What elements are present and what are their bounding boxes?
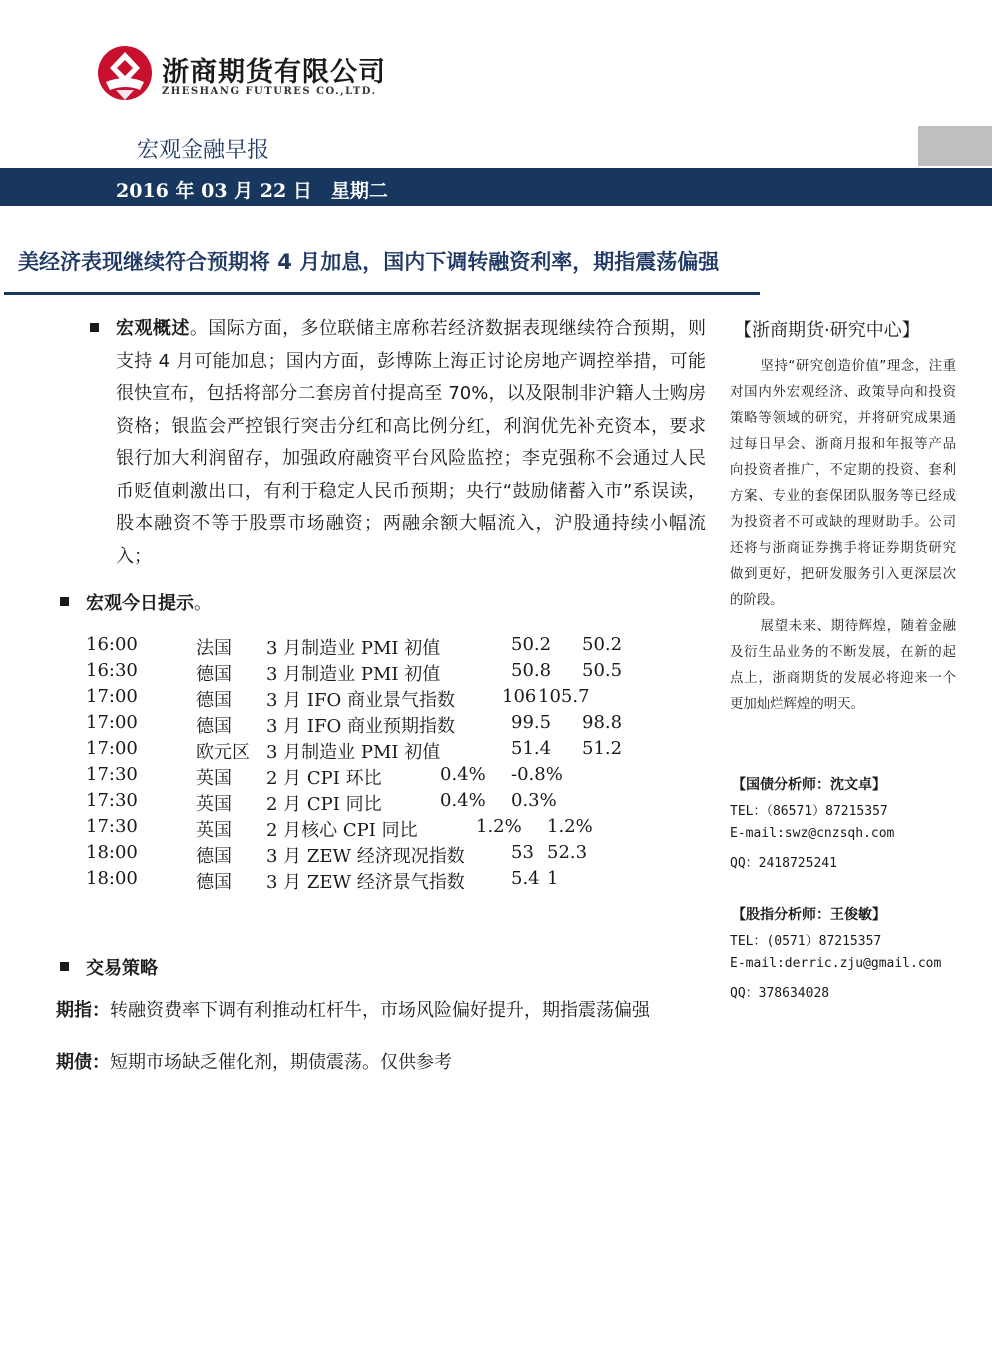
calendar-value-a: 50.8 xyxy=(511,660,552,681)
bullet-icon xyxy=(90,323,99,332)
calendar-time: 17:30 xyxy=(86,816,138,837)
sidebar-intro: 坚持“研究创造价值”理念，注重对国内外宏观经济、政策导向和投资策略等领域的研究，并将研究成果通过每日早会、浙商月报和年报等产品向投资者推广，不定期的投资、套利方案、专业的套保团队服务等已经成为投资者不可或缺的理财助手。公司还将与浙商证券携手将证券期货研究做到更好，把研发服务引入更深层次的阶段。 xyxy=(730,359,956,608)
calendar-value-a: 53 xyxy=(511,842,534,863)
calendar-time: 17:30 xyxy=(86,790,138,811)
strategy-index-text: 转融资费率下调有利推动杠杆牛，市场风险偏好提升，期指震荡偏强 xyxy=(110,1000,650,1021)
calendar-event: 3 月制造业 PMI 初值 xyxy=(266,638,441,659)
strategy-bond-label: 期债： xyxy=(56,1052,110,1073)
calendar-value-b: 50.5 xyxy=(582,660,623,681)
calendar-value-b: -0.8% xyxy=(511,764,563,785)
calendar-value-a: 1.2% xyxy=(476,816,522,837)
calendar-event: 3 月 IFO 商业景气指数 xyxy=(266,690,455,711)
bullet-icon xyxy=(60,962,69,971)
calendar-value-b: 50.2 xyxy=(582,634,623,655)
calendar-time: 16:30 xyxy=(86,660,138,681)
calendar-country: 德国 xyxy=(196,872,232,893)
calendar-value-b: 52.3 xyxy=(547,842,588,863)
analyst2-tel: TEL：(0571）87215357 xyxy=(730,934,882,949)
calendar-country: 欧元区 xyxy=(196,742,250,763)
calendar-time: 16:00 xyxy=(86,634,138,655)
calendar-value-b: 98.8 xyxy=(582,712,623,733)
calendar-country: 德国 xyxy=(196,716,232,737)
company-logo-icon xyxy=(96,44,154,102)
analyst2-qq: QQ：378634028 xyxy=(730,986,830,1001)
calendar-value-a: 0.4% xyxy=(440,764,486,785)
calendar-time: 17:00 xyxy=(86,686,138,707)
calendar-value-a: 99.5 xyxy=(511,712,552,733)
calendar-value-b: 105.7 xyxy=(538,686,590,707)
calendar-value-a: 0.4% xyxy=(440,790,486,811)
calendar-time: 18:00 xyxy=(86,842,138,863)
report-type: 宏观金融早报 xyxy=(137,138,270,163)
analyst2-email[interactable]: E-mail:derric.zju@gmail.com xyxy=(730,956,942,971)
analyst1-title: 【国债分析师：沈文卓】 xyxy=(732,777,886,793)
calendar-value-a: 51.4 xyxy=(511,738,552,759)
strategy-bond xyxy=(56,1050,708,1076)
analyst2-title: 【股指分析师：王俊敏】 xyxy=(732,907,886,923)
calendar-time: 17:30 xyxy=(86,764,138,785)
calendar-country: 英国 xyxy=(196,768,232,789)
analyst1-qq: QQ：2418725241 xyxy=(730,856,837,871)
sidebar-outlook: 展望未来、期待辉煌，随着金融及衍生品业务的不断发展，在新的起点上，浙商期货的发展必将迎来一个更加灿烂辉煌的明天。 xyxy=(730,619,956,712)
analyst1-tel: TEL：（86571）87215357 xyxy=(730,804,888,819)
macro-overview-label: 宏观概述 xyxy=(116,318,190,339)
corner-decoration xyxy=(918,126,992,166)
calendar-value-b: 1.2% xyxy=(547,816,593,837)
strategy-heading: 交易策略 xyxy=(86,958,158,979)
calendar-event: 3 月 ZEW 经济景气指数 xyxy=(266,872,465,893)
calendar-time: 17:00 xyxy=(86,712,138,733)
calendar-country: 法国 xyxy=(196,638,232,659)
calendar-value-a: 106 xyxy=(502,686,537,707)
calendar-time: 17:00 xyxy=(86,738,138,759)
calendar-event: 3 月 ZEW 经济现况指数 xyxy=(266,846,465,867)
calendar-country: 德国 xyxy=(196,690,232,711)
company-name-en: ZHESHANG FUTURES CO.,LTD. xyxy=(162,86,377,97)
sidebar-title: 【浙商期货·研究中心】 xyxy=(734,320,920,341)
report-date: 2016 年 03 月 22 日 星期二 xyxy=(116,180,388,202)
strategy-index xyxy=(56,998,708,1024)
company-name-cn: 浙商期货有限公司 xyxy=(162,57,386,88)
strategy-index-label: 期指： xyxy=(56,1000,110,1021)
calendar-country: 英国 xyxy=(196,794,232,815)
calendar-value-b: 51.2 xyxy=(582,738,623,759)
today-tips-heading: 宏观今日提示。 xyxy=(86,593,212,614)
calendar-value-a: 5.4 xyxy=(511,868,540,889)
bullet-icon xyxy=(60,597,69,606)
calendar-event: 2 月 CPI 环比 xyxy=(266,768,382,789)
calendar-time: 18:00 xyxy=(86,868,138,889)
strategy-bond-text: 短期市场缺乏催化剂，期债震荡。仅供参考 xyxy=(110,1052,452,1073)
calendar-event: 2 月 CPI 同比 xyxy=(266,794,382,815)
macro-overview-text: 。国际方面，多位联储主席称若经济数据表现继续符合预期，则支持 4 月可能加息；国内方面，彭博陈上海正讨论房地产调控举措，可能很快宣布，包括将部分二套房首付提高至 70%，以及限制非沪籍人士购房资格；银监会严控银行突击分红和高比例分红，利润优先补充资本，要求银行加大利润留存，加强政府融资平台风险监控；李克强称不会通过人民币贬值刺激出口，有利于稳定人民币预期；央行“鼓励储蓄入市”系误读，股本融资不等于股票市场融资；两融余额大幅流入，沪股通持续小幅流入； xyxy=(116,318,707,567)
analyst1-email[interactable]: E-mail:swz@cnzsqh.com xyxy=(730,826,895,841)
headline: 美经济表现继续符合预期将 4 月加息，国内下调转融资利率，期指震荡偏强 xyxy=(18,250,720,274)
calendar-event: 3 月制造业 PMI 初值 xyxy=(266,742,441,763)
calendar-value-b: 0.3% xyxy=(511,790,557,811)
calendar-country: 德国 xyxy=(196,664,232,685)
calendar-event: 3 月 IFO 商业预期指数 xyxy=(266,716,455,737)
macro-overview xyxy=(116,313,706,573)
calendar-value-a: 50.2 xyxy=(511,634,552,655)
calendar-event: 2 月核心 CPI 同比 xyxy=(266,820,418,841)
calendar-value-b: 1 xyxy=(547,868,559,889)
calendar-country: 德国 xyxy=(196,846,232,867)
calendar-event: 3 月制造业 PMI 初值 xyxy=(266,664,441,685)
calendar-country: 英国 xyxy=(196,820,232,841)
headline-divider xyxy=(4,292,760,295)
